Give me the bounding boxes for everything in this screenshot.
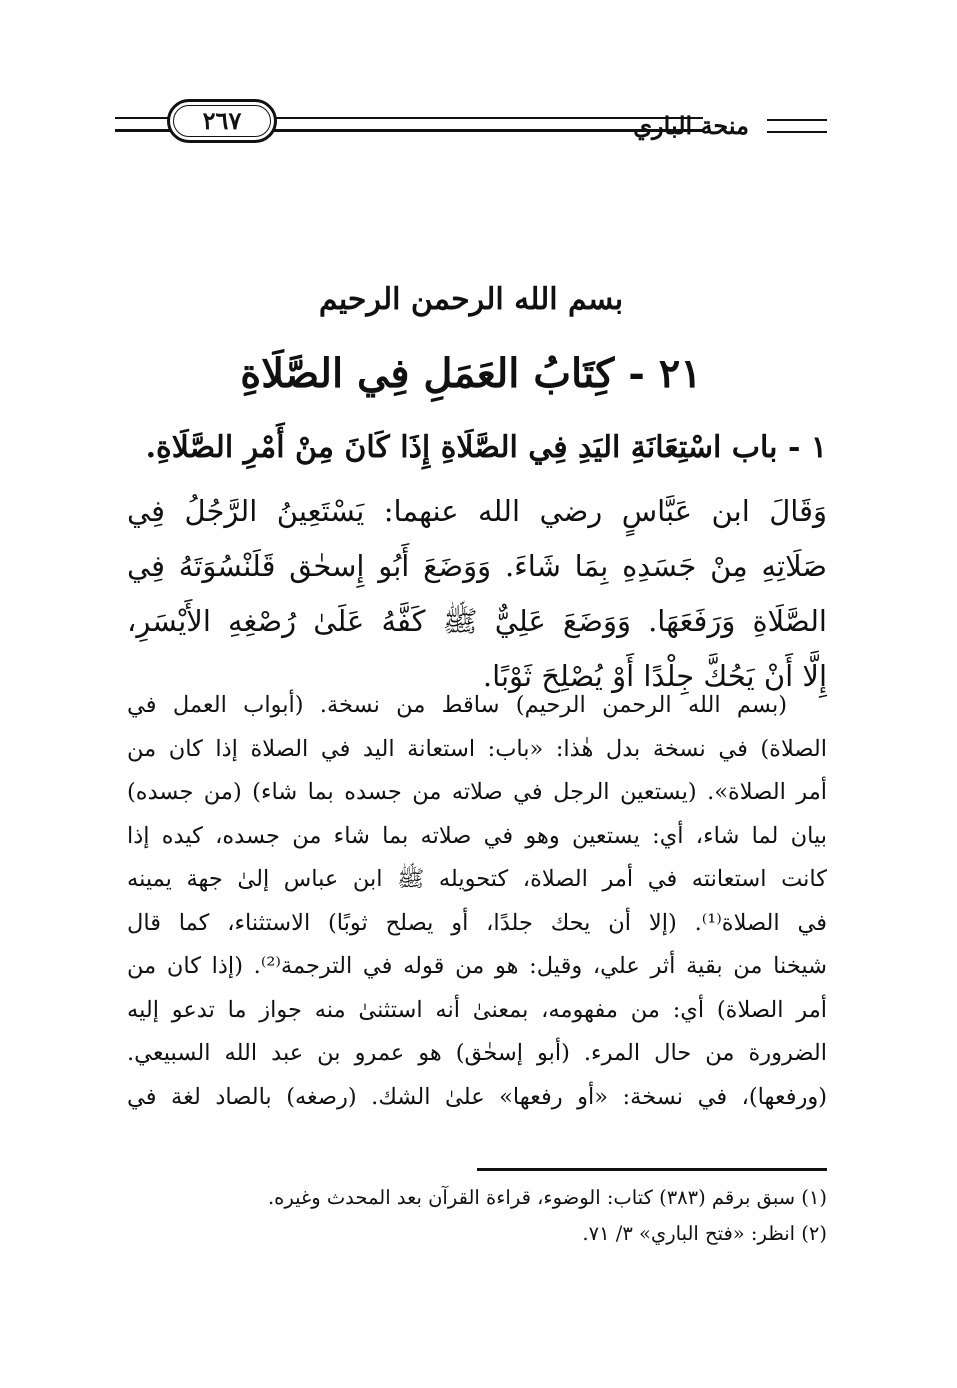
matn-text — [127, 484, 827, 704]
matn-line: إِلَّا أَنْ يَحُكَّ جِلْدًا أَوْ يُصْلِحَ ثَوْبًا. — [482, 659, 827, 693]
footnote: (٢) انظر: «فتح الباري» ٣/ ٧١. — [582, 1222, 827, 1245]
commentary-line: في الصلاة⁽¹⁾. (إلا أن يحك جلدًا، أو يصلح ثوبًا) الاستثناء، كما قال — [127, 909, 827, 936]
footnote: (١) سبق برقم (٣٨٣) كتاب: الوضوء، قراءة القرآن بعد المحدث وغيره. — [267, 1186, 827, 1209]
matn-line: وَقَالَ ابن عَبَّاسٍ رضي الله عنهما: يَسْتَعِينُ الرَّجُلُ فِي — [127, 494, 827, 528]
commentary-line: (ورفعها)، في نسخة: «أو رفعها» علىٰ الشك. (رصغه) بالصاد لغة في — [127, 1083, 827, 1110]
header-title: منحة الباري — [633, 111, 749, 140]
basmala: بسم الله الرحمن الرحيم — [318, 282, 624, 317]
matn-line: الصَّلَاةِ وَرَفَعَهَا. وَوَضَعَ عَلِيٌّ ﷺ كَفَّهُ عَلَىٰ رُصْغِهِ الأَيْسَرِ، — [127, 604, 827, 638]
footnote-divider — [477, 1168, 827, 1171]
commentary-line: (بسم الله الرحمن الرحيم) ساقط من نسخة. (أبواب العمل في — [127, 692, 787, 718]
commentary-line: أمر الصلاة) أي: من مفهومه، بمعنىٰ أنه استثنىٰ منه جواز ما تدعو إليه — [127, 996, 827, 1023]
book-title: ٢١ - كِتَابُ العَمَلِ فِي الصَّلَاةِ — [240, 350, 702, 397]
matn-line: صَلَاتِهِ مِنْ جَسَدِهِ بِمَا شَاءَ. وَوَضَعَ أَبُو إِسحٰق قَلَنْسُوَتَهُ فِي — [127, 549, 827, 583]
commentary-line: بيان لما شاء، أي: يستعين وهو في صلاته بما شاء من جسده، كيده إذا — [127, 822, 827, 849]
commentary-line: كانت استعانته في أمر الصلاة، كتحويله ﷺ ابن عباس إلىٰ جهة يمينه — [127, 866, 827, 892]
commentary-line: الضرورة من حال المرء. (أبو إسحٰق) هو عمرو بن عبد الله السبيعي. — [127, 1040, 827, 1066]
commentary-line: الصلاة) في نسخة بدل هٰذا: «باب: استعانة اليد في الصلاة إذا كان من — [127, 735, 827, 762]
footnotes — [127, 1180, 827, 1252]
commentary-line: أمر الصلاة». (يستعين الرجل في صلاته من جسده بما شاء) (من جسده) — [127, 779, 827, 805]
running-header — [115, 95, 827, 155]
page-number: ٢٦٧ — [167, 99, 277, 143]
chapter-heading: ١ - باب اسْتِعَانَةِ اليَدِ فِي الصَّلَاةِ إِذَا كَانَ مِنْ أَمْرِ الصَّلَاةِ. — [145, 430, 827, 465]
header-rule-left — [115, 117, 175, 132]
commentary-text — [127, 684, 827, 1119]
header-rule-right — [767, 119, 827, 133]
commentary-line: شيخنا من بقية أثر علي، وقيل: هو من قوله في الترجمة⁽²⁾. (إذا كان من — [127, 953, 827, 979]
